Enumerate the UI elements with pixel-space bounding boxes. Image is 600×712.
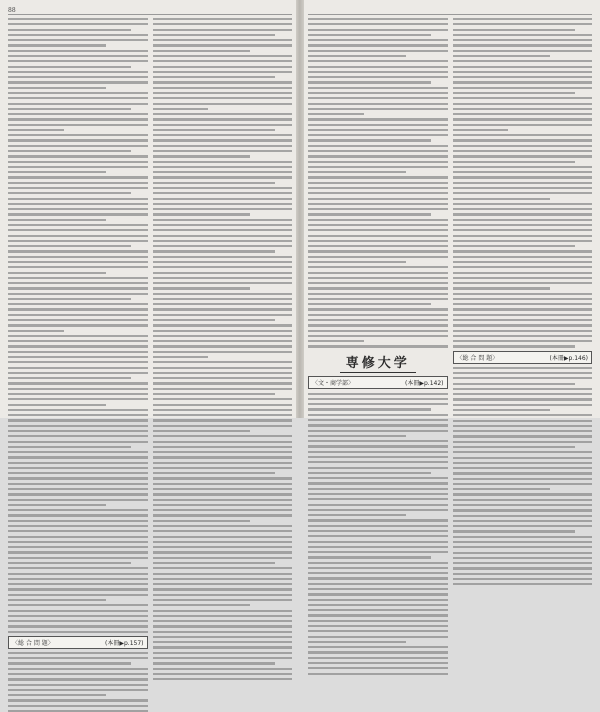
- right-column-1: [308, 18, 448, 414]
- page-number: 88: [8, 6, 16, 14]
- university-section: [308, 352, 448, 389]
- left-section-box: [8, 636, 148, 649]
- left-page-header: [8, 6, 292, 15]
- right-grammar-ref: (本冊▶p.146): [549, 354, 588, 362]
- left-page: [0, 0, 298, 647]
- right-page: [302, 0, 600, 418]
- right-column-2: [453, 18, 593, 414]
- right-grammar-label: 〈総 合 問 題〉: [456, 354, 499, 362]
- right-page-header: [308, 6, 592, 15]
- left-section-ref: (本冊▶p.157): [105, 639, 144, 647]
- left-column-2: [153, 18, 293, 414]
- right-grammar-box: [453, 351, 593, 364]
- faculty-ref: (本冊▶p.142): [405, 379, 444, 387]
- left-section-label: 〈総 合 問 題〉: [12, 639, 54, 647]
- left-column-1: [8, 18, 148, 647]
- faculty-box: [308, 376, 448, 389]
- university-title: 専修大学: [340, 352, 416, 373]
- faculty-label: 〈文・商学部〉: [312, 379, 355, 387]
